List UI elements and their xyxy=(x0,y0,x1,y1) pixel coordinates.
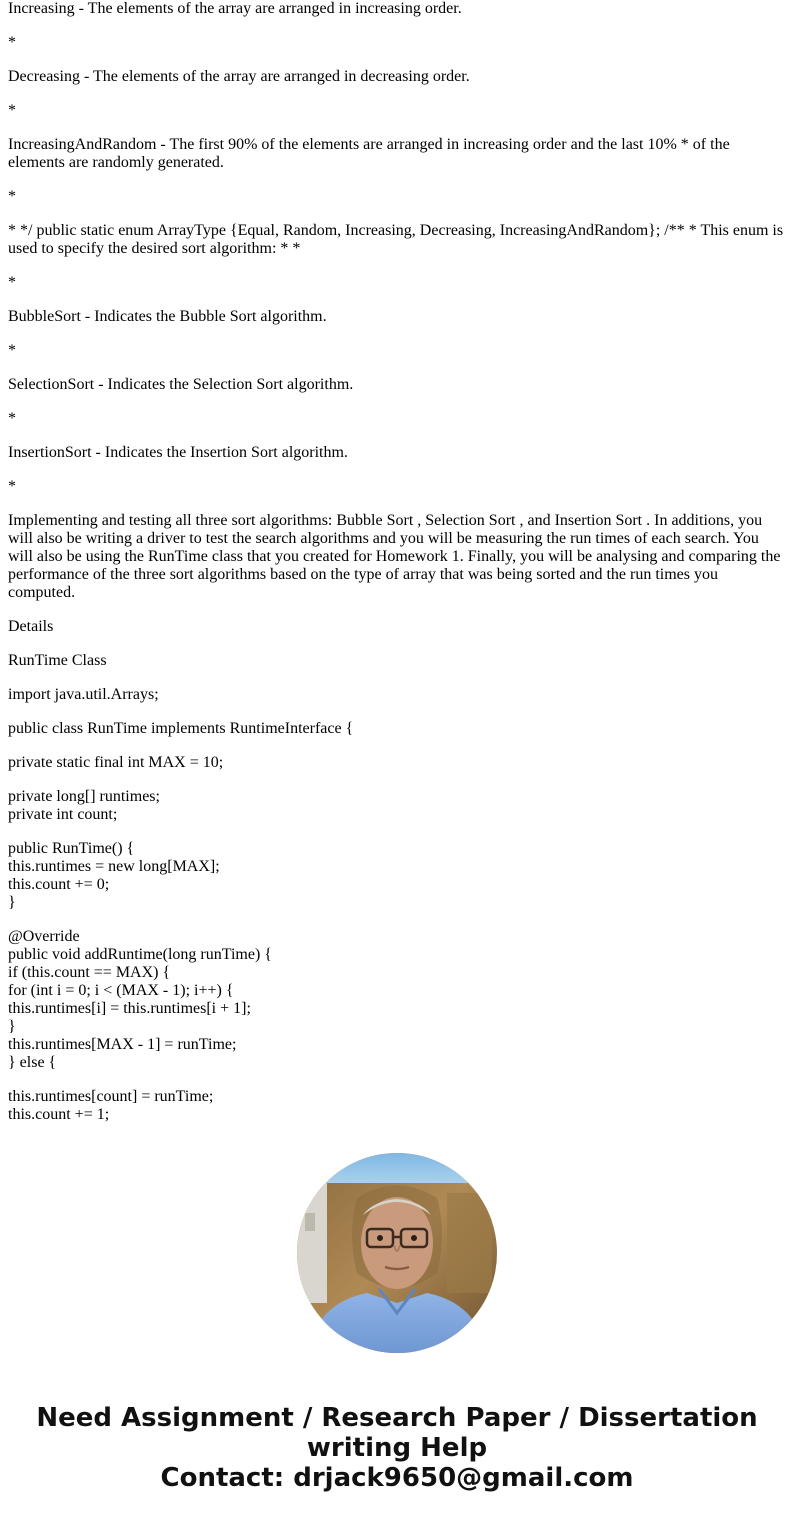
code-line: } xyxy=(8,1018,16,1035)
code-line: this.count += 0; xyxy=(8,876,110,893)
banner-line-1: Need Assignment / Research Paper / Dissertation xyxy=(36,1403,758,1433)
code-line: private int count; xyxy=(8,806,118,823)
paragraph-insertion-sort: InsertionSort - Indicates the Insertion Sort algorithm. xyxy=(8,444,348,461)
code-line: this.count += 1; xyxy=(8,1106,110,1122)
paragraph-asterisk: * xyxy=(8,102,16,119)
code-line: this.runtimes[count] = runTime; xyxy=(8,1088,214,1105)
banner-contact: Contact: drjack9650@gmail.com xyxy=(160,1463,634,1493)
paragraph-increasing-and-random: IncreasingAndRandom - The first 90% of the elements are arranged in increasing order and the last 10% * of the elements are randomly generated. xyxy=(8,136,730,171)
paragraph-selection-sort: SelectionSort - Indicates the Selection Sort algorithm. xyxy=(8,376,354,393)
code-import: import java.util.Arrays; xyxy=(8,686,159,703)
code-line: public RunTime() { xyxy=(8,840,135,857)
code-block-else-branch xyxy=(8,1088,786,1122)
paragraph-asterisk: * xyxy=(8,342,16,359)
code-block-add-runtime xyxy=(8,928,786,1072)
paragraph-assignment-description: Implementing and testing all three sort algorithms: Bubble Sort , Selection Sort , and Insertion Sort . In additions, you will also be writing a driver to test the search algorithms and you will be measuring the run times of each search. You will also be using the RunTime class that you created for Homework 1. Finally, you will be analysing and comparing the performance of the three sort algorithms based on the type of array that was being sorted and the run times you computed. xyxy=(8,512,781,601)
avatar-photo xyxy=(297,1153,497,1353)
help-banner xyxy=(0,1403,794,1493)
paragraph-asterisk: * xyxy=(8,274,16,291)
code-line: private long[] runtimes; xyxy=(8,788,160,805)
code-line: if (this.count == MAX) { xyxy=(8,964,171,981)
code-line: this.runtimes[MAX - 1] = runTime; xyxy=(8,1036,237,1053)
paragraph-increasing: Increasing - The elements of the array are arranged in increasing order. xyxy=(8,0,462,17)
code-class-declaration: public class RunTime implements RuntimeInterface { xyxy=(8,720,354,737)
code-line: this.runtimes = new long[MAX]; xyxy=(8,858,220,875)
paragraph-asterisk: * xyxy=(8,34,16,51)
code-max-constant: private static final int MAX = 10; xyxy=(8,754,224,771)
code-line: } else { xyxy=(8,1054,57,1071)
paragraph-asterisk: * xyxy=(8,410,16,427)
paragraph-decreasing: Decreasing - The elements of the array are arranged in decreasing order. xyxy=(8,68,470,85)
banner-line-2: writing Help xyxy=(306,1433,488,1463)
code-line: this.runtimes[i] = this.runtimes[i + 1]; xyxy=(8,1000,251,1017)
document-body xyxy=(8,0,786,1122)
code-line: public void addRuntime(long runTime) { xyxy=(8,946,272,963)
code-block-constructor xyxy=(8,840,786,912)
author-avatar xyxy=(297,1153,497,1353)
code-block-fields xyxy=(8,788,786,824)
code-line: for (int i = 0; i < (MAX - 1); i++) { xyxy=(8,982,234,999)
paragraph-asterisk: * xyxy=(8,478,16,495)
paragraph-bubble-sort: BubbleSort - Indicates the Bubble Sort algorithm. xyxy=(8,308,327,325)
paragraph-array-type-enum: * */ public static enum ArrayType {Equal, Random, Increasing, Decreasing, IncreasingAndRandom}; /** * This enum is used to specify the desired sort algorithm: * * xyxy=(8,222,784,257)
code-line: @Override xyxy=(8,928,80,945)
heading-details: Details xyxy=(8,618,54,635)
code-line: } xyxy=(8,894,16,911)
heading-runtime-class: RunTime Class xyxy=(8,652,107,669)
paragraph-asterisk: * xyxy=(8,188,16,205)
